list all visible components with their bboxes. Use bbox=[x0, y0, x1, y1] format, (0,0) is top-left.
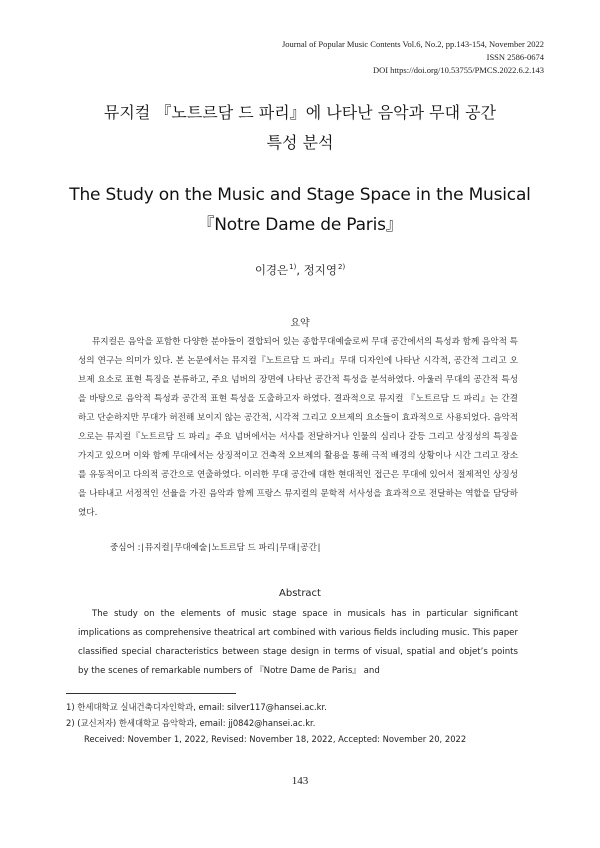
korean-title-line2: 특성 분석 bbox=[266, 133, 334, 152]
korean-title-line1: 뮤지컬 『노트르담 드 파리』에 나타난 음악과 무대 공간 bbox=[103, 103, 497, 122]
english-abstract-heading: Abstract bbox=[279, 588, 321, 599]
korean-abstract-heading: 요약 bbox=[290, 318, 310, 329]
english-title-line2: 『Notre Dame de Paris』 bbox=[197, 215, 403, 235]
journal-issn: ISSN 2586-0674 bbox=[486, 52, 544, 62]
author-footnote-mark: 2) bbox=[337, 263, 346, 271]
author-separator: , bbox=[296, 263, 300, 277]
korean-abstract-body: 뮤지컬은 음악을 포함한 다양한 분야들이 결합되어 있는 종합무대예술로써 무대 공간에서의 특성과 함께 음악적 특성의 연구는 의미가 있다. 본 논문에서는 뮤지컬『노트르담 드 파리』무대 디자인에 나타난 시각적, 공간적 그리고 오브제 요소로 표현 특징을 분류하고, 주요 넘버의 장면에 나타난 공간적 특성을 분석하였다. 아울러 무대의 공간적 특성을 바탕으로 음악적 특성과 공간적 표현 특성을 도출하고자 하였다. 결과적으로 뮤지컬 『노트르담 드 파리』는 간결하고 단순하지만 무대가 허전해 보이지 않는 공간적, 시각적 그리고 오브제의 요소들이 효과적으로 사용되었다. 음악적으로는 뮤지컬『노트르담 드 파리』주요 넘버에서는 서사를 전달하거나 인물의 심리나 갈등 그리고 상징성의 특징을 가지고 있으며 이와 함께 무대에서는 상징적이고 건축적 오브제의 활용을 통해 극적 배경의 상황이나 시간 그리고 장소를 유동적이고 다의적 공간으로 연출하였다. 이러한 무대 공간에 대한 현대적인 접근은 무대에 있어서 절제적인 상징성을 나타내고 서정적인 선율을 가진 음악과 함께 프랑스 뮤지컬의 문학적 서사성을 효과적으로 전달하는 역할을 담당하였다. bbox=[78, 337, 518, 518]
english-abstract-body: The study on the elements of music stage space in musicals has in particular significant implications as comprehensive theatrical art combined with various fields including music. This paper classified special characteristics between stage design in terms of visual, spatial and objet’s points by the scenes of remarkable numbers of 『Notre Dame de Paris』 and bbox=[78, 609, 518, 676]
footnotes bbox=[66, 699, 546, 747]
submission-dates: Received: November 1, 2022, Revised: November 18, 2022, Accepted: November 20, 2022 bbox=[84, 734, 467, 744]
footnote-1: 1) 한세대학교 실내건축디자인학과, email: silver117@hansei.ac.kr. bbox=[66, 702, 327, 712]
english-title-line1: The Study on the Music and Stage Space in the Musical bbox=[69, 185, 531, 205]
author-list bbox=[0, 262, 600, 278]
journal-doi: DOI https://doi.org/10.53755/PMCS.2022.6.2.143 bbox=[372, 65, 544, 75]
english-title bbox=[40, 180, 560, 240]
keywords: 중심어 :∣뮤지컬∣무대예술∣노트르담 드 파리∣무대∣공간∣ bbox=[110, 543, 322, 553]
author-name: 정지영 bbox=[303, 263, 337, 277]
journal-header bbox=[282, 38, 544, 77]
author-name: 이경은 bbox=[254, 263, 289, 277]
footnote-2: 2) (교신저자) 한세대학교 음악학과, email: jj0842@hansei.ac.kr. bbox=[66, 718, 316, 728]
page-number: 143 bbox=[291, 775, 309, 787]
korean-title bbox=[60, 98, 540, 158]
author-footnote-mark: 1) bbox=[289, 263, 297, 271]
footnote-divider bbox=[66, 693, 236, 694]
journal-citation: Journal of Popular Music Contents Vol.6, No.2, pp.143-154, November 2022 bbox=[282, 39, 544, 49]
